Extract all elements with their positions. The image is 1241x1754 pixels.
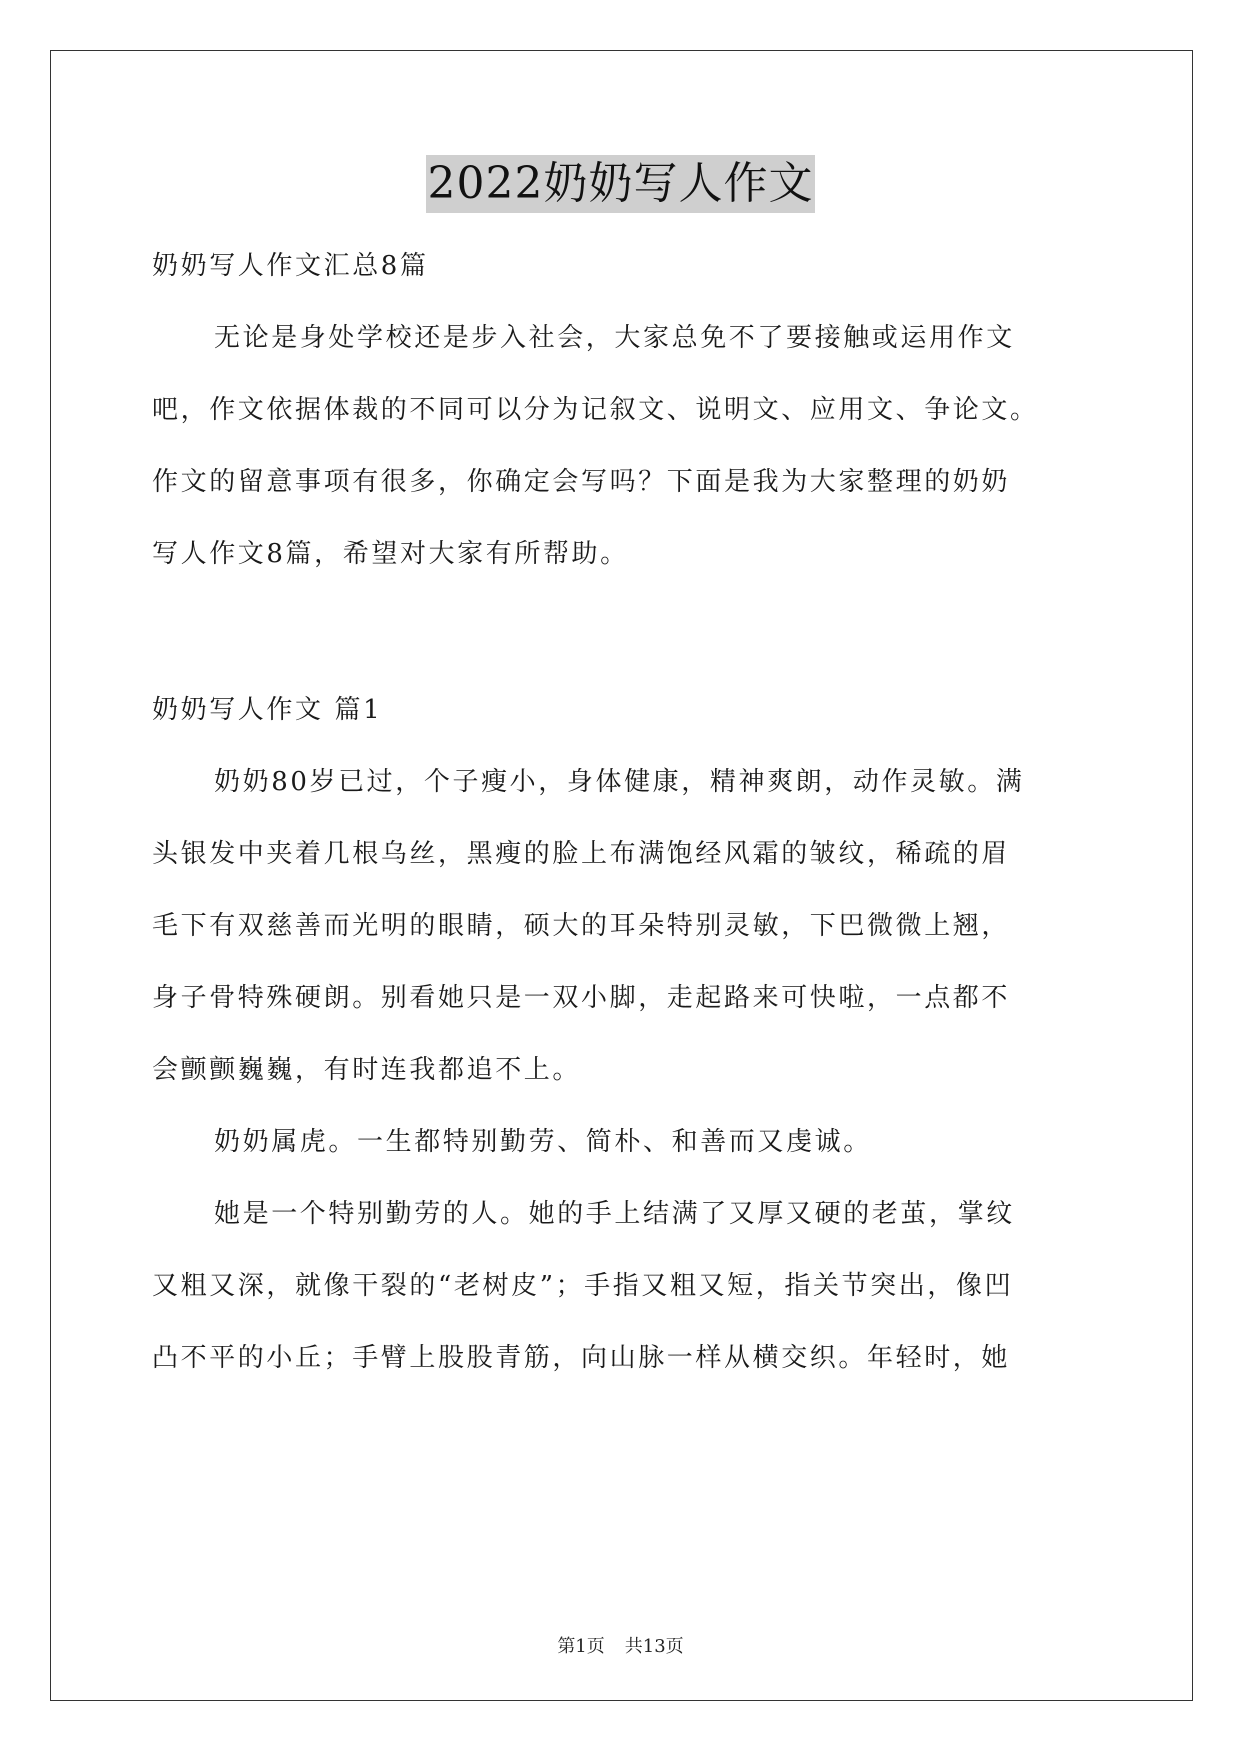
intro-line: 写人作文8篇，希望对大家有所帮助。 xyxy=(152,539,629,569)
page-number-current: 第1页 xyxy=(557,1636,605,1657)
paragraph-line: 又粗又深，就像干裂的“老树皮”；手指又粗又短，指关节突出，像凹 xyxy=(152,1271,1014,1301)
document-subtitle: 奶奶写人作文汇总8篇 xyxy=(152,251,429,281)
page-number-total: 共13页 xyxy=(624,1636,684,1657)
paragraph-line: 凸不平的小丘；手臂上股股青筋，向山脉一样从横交织。年轻时，她 xyxy=(152,1343,1011,1373)
paragraph-line: 她是一个特别勤劳的人。她的手上结满了又厚又硬的老茧，掌纹 xyxy=(214,1199,1015,1229)
paragraph-line: 奶奶属虎。一生都特别勤劳、简朴、和善而又虔诚。 xyxy=(214,1127,872,1157)
section-gap xyxy=(152,600,1092,684)
paragraph-line: 头银发中夹着几根乌丝，黑瘦的脸上布满饱经风霜的皱纹，稀疏的眉 xyxy=(152,839,1011,869)
paragraph-line: 会颤颤巍巍，有时连我都追不上。 xyxy=(152,1055,582,1085)
title-container xyxy=(0,155,1241,213)
intro-line: 作文的留意事项有很多，你确定会写吗？下面是我为大家整理的奶奶 xyxy=(152,467,1011,497)
intro-line: 吧，作文依据体裁的不同可以分为记叙文、说明文、应用文、争论文。 xyxy=(152,395,1039,425)
paragraph-line: 毛下有双慈善而光明的眼睛，硕大的耳朵特别灵敏，下巴微微上翘， xyxy=(152,911,1011,941)
document-title: 2022奶奶写人作文 xyxy=(426,155,816,213)
intro-line: 无论是身处学校还是步入社会，大家总免不了要接触或运用作文 xyxy=(214,323,1015,353)
paragraph-line: 身子骨特殊硬朗。别看她只是一双小脚，走起路来可快啦，一点都不 xyxy=(152,983,1011,1013)
document-body xyxy=(152,240,1092,1404)
paragraph-line: 奶奶80岁已过，个子瘦小，身体健康，精神爽朗，动作灵敏。满 xyxy=(214,767,1025,797)
section-heading: 奶奶写人作文 篇1 xyxy=(152,695,383,725)
page-footer xyxy=(0,1632,1241,1658)
